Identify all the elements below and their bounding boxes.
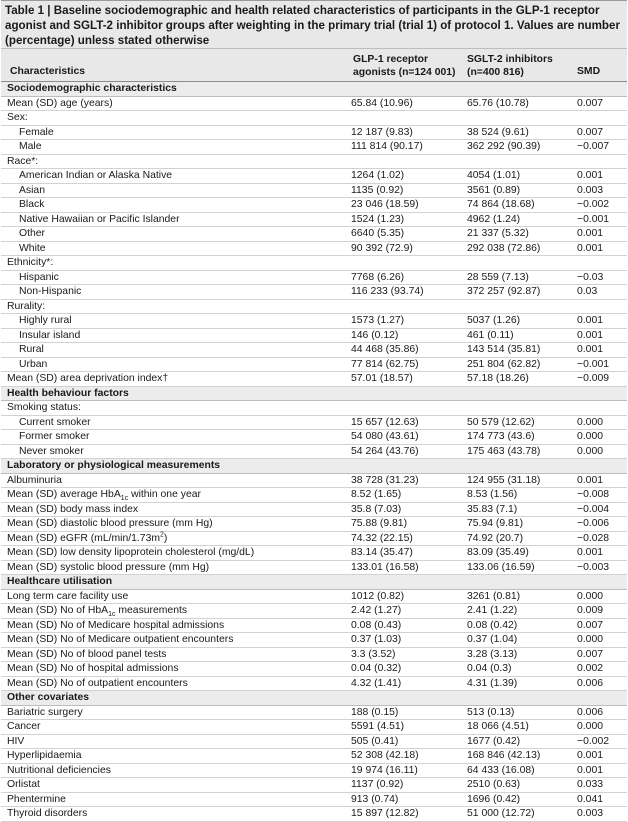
glp1-value: 12 187 (9.83)	[351, 126, 413, 138]
row-label-text: Long term care facility use	[7, 590, 129, 602]
row-label-text: Ethnicity*:	[7, 257, 54, 268]
table-row	[1, 720, 627, 735]
row-label-text: Mean (SD) average HbA	[7, 489, 121, 500]
row-label	[19, 314, 72, 328]
table-row	[1, 242, 627, 257]
glp1-value: 15 897 (12.82)	[351, 808, 419, 819]
sglt2-value: 83.09 (35.49)	[467, 547, 529, 558]
row-label-text: Cancer	[7, 721, 41, 732]
row-label	[7, 648, 166, 662]
sglt2-value: 18 066 (4.51)	[467, 721, 529, 732]
section-header-row	[1, 82, 627, 97]
table-row	[1, 401, 627, 416]
row-label-text: Non-Hispanic	[19, 286, 82, 297]
smd-value: −0.028	[577, 532, 610, 544]
glp1-value: 38 728 (31.23)	[351, 474, 419, 486]
table-row	[1, 474, 627, 489]
sglt2-value: 124 955 (31.18)	[467, 474, 541, 486]
smd-value: −0.004	[577, 503, 610, 515]
smd-value: −0.001	[577, 358, 610, 370]
row-label-text: Former smoker	[19, 431, 90, 442]
row-label-text: Mean (SD) diastolic blood pressure (mm Hg)	[7, 518, 213, 529]
row-label	[19, 169, 172, 183]
row-label-text: Albuminuria	[7, 474, 62, 486]
table-row	[1, 793, 627, 808]
row-label	[7, 300, 45, 314]
table-row	[1, 807, 627, 822]
smd-value: 0.009	[577, 605, 604, 616]
sglt2-value: 65.76 (10.78)	[467, 97, 529, 109]
smd-value: 0.001	[577, 242, 604, 254]
section-header-row	[1, 575, 627, 590]
smd-value: 0.003	[577, 184, 604, 196]
table-row	[1, 619, 627, 634]
row-label-text: Mean (SD) low density lipoprotein cholesterol (mg/dL)	[7, 547, 255, 558]
header-smd: SMD	[577, 66, 601, 77]
sglt2-value: 143 514 (35.81)	[467, 344, 541, 355]
sglt2-value: 50 579 (12.62)	[467, 416, 535, 428]
row-label-text: Sex:	[7, 112, 28, 123]
table-row	[1, 155, 627, 170]
row-label-suffix: within one year	[128, 489, 201, 500]
row-label	[7, 97, 113, 111]
row-label-text: Highly rural	[19, 315, 72, 326]
sglt2-value: 8.53 (1.56)	[467, 489, 518, 500]
glp1-value: 6640 (5.35)	[351, 228, 405, 239]
smd-value: 0.006	[577, 706, 604, 718]
sglt2-value: 2.41 (1.22)	[467, 605, 518, 616]
glp1-value: 0.37 (1.03)	[351, 634, 402, 645]
smd-value: −0.006	[577, 518, 610, 529]
table-row	[1, 561, 627, 576]
glp1-value: 1524 (1.23)	[351, 213, 405, 225]
row-label-text: Female	[19, 126, 54, 138]
smd-value: 0.001	[577, 547, 604, 558]
row-label	[19, 184, 45, 198]
row-label-text: Black	[19, 199, 45, 210]
sglt2-value: 3.28 (3.13)	[467, 648, 518, 660]
table-row	[1, 358, 627, 373]
row-label	[7, 706, 83, 720]
row-label-text: Mean (SD) systolic blood pressure (mm Hg)	[7, 561, 210, 573]
sglt2-value: 5037 (1.26)	[467, 315, 521, 326]
row-label-text: Health behaviour factors	[7, 387, 129, 399]
smd-value: 0.001	[577, 329, 604, 341]
sglt2-value: 461 (0.11)	[467, 329, 514, 341]
glp1-value: 77 814 (62.75)	[351, 358, 419, 370]
section-label	[7, 575, 112, 589]
glp1-value: 146 (0.12)	[351, 329, 399, 341]
glp1-value: 23 046 (18.59)	[351, 199, 419, 210]
row-label	[19, 285, 81, 299]
row-label	[7, 561, 209, 575]
glp1-value: 54 264 (43.76)	[351, 445, 419, 457]
table-row	[1, 97, 627, 112]
sglt2-value: 64 433 (16.08)	[467, 764, 535, 776]
table-row	[1, 677, 627, 692]
row-label	[7, 720, 41, 734]
row-label-suffix: )	[163, 532, 168, 544]
row-label-text: Male	[19, 141, 42, 152]
glp1-value: 1573 (1.27)	[351, 315, 405, 326]
smd-value: 0.003	[577, 808, 604, 819]
row-label	[7, 677, 188, 691]
smd-value: 0.000	[577, 634, 604, 645]
row-label-text: Mean (SD) No of HbA	[7, 605, 109, 616]
row-label-text: Urban	[19, 358, 48, 370]
section-header-row	[1, 459, 627, 474]
table-row	[1, 735, 627, 750]
sglt2-value: 21 337 (5.32)	[467, 228, 529, 239]
smd-value: 0.002	[577, 663, 604, 674]
smd-value: 0.007	[577, 619, 604, 631]
glp1-value: 116 233 (93.74)	[351, 286, 424, 297]
section-label	[7, 691, 89, 705]
row-label	[19, 227, 45, 241]
glp1-value: 1264 (1.02)	[351, 170, 405, 181]
row-label-text: Mean (SD) body mass index	[7, 503, 139, 515]
glp1-value: 75.88 (9.81)	[351, 518, 408, 529]
row-label	[19, 416, 91, 430]
glp1-value: 74.32 (22.15)	[351, 532, 413, 544]
row-label	[19, 358, 47, 372]
glp1-value: 52 308 (42.18)	[351, 750, 419, 761]
table-row	[1, 604, 627, 619]
table-row	[1, 256, 627, 271]
row-label	[7, 749, 82, 763]
glp1-value: 15 657 (12.63)	[351, 416, 419, 428]
row-label	[7, 590, 128, 604]
row-label-text: Other covariates	[7, 692, 90, 703]
row-label	[7, 111, 28, 125]
header-characteristics: Characteristics	[10, 66, 86, 77]
glp1-value: 0.08 (0.43)	[351, 619, 402, 631]
smd-value: −0.002	[577, 199, 610, 210]
row-label-text: Orlistat	[7, 779, 40, 790]
table-row	[1, 213, 627, 228]
table-row	[1, 372, 627, 387]
sglt2-value: 251 804 (62.82)	[467, 358, 541, 370]
smd-value: 0.001	[577, 315, 604, 326]
sglt2-value: 38 524 (9.61)	[467, 126, 529, 138]
sglt2-value: 75.94 (9.81)	[467, 518, 524, 529]
glp1-value: 0.04 (0.32)	[351, 663, 402, 674]
smd-value: 0.001	[577, 344, 604, 355]
smd-value: −0.008	[577, 489, 610, 500]
sglt2-value: 0.04 (0.3)	[467, 663, 512, 674]
table-row	[1, 662, 627, 677]
sglt2-value: 4054 (1.01)	[467, 170, 521, 181]
smd-value: 0.000	[577, 721, 604, 732]
row-label	[7, 764, 111, 778]
glp1-value: 54 080 (43.61)	[351, 431, 419, 442]
row-label	[19, 329, 80, 343]
table-row	[1, 227, 627, 242]
smd-value: 0.033	[577, 779, 604, 790]
glp1-value: 7768 (6.26)	[351, 271, 405, 283]
smd-value: 0.007	[577, 648, 604, 660]
glp1-value: 8.52 (1.65)	[351, 489, 402, 500]
smd-value: 0.000	[577, 445, 604, 457]
smd-value: −0.002	[577, 735, 610, 747]
table-row	[1, 648, 627, 663]
smd-value: 0.03	[577, 286, 598, 297]
row-label	[7, 488, 201, 502]
smd-value: 0.001	[577, 170, 604, 181]
glp1-value: 1012 (0.82)	[351, 590, 405, 602]
table-row	[1, 633, 627, 648]
table-row	[1, 169, 627, 184]
sglt2-value: 2510 (0.63)	[467, 779, 521, 790]
row-label	[7, 503, 138, 517]
sglt2-value: 362 292 (90.39)	[467, 141, 541, 152]
table-row	[1, 445, 627, 460]
row-label-superscript: 2	[160, 531, 164, 539]
smd-value: −0.003	[577, 561, 610, 573]
row-label	[19, 430, 89, 444]
row-label-text: Mean (SD) No of hospital admissions	[7, 663, 179, 674]
table-row	[1, 198, 627, 213]
table-header	[1, 48, 627, 82]
row-label	[7, 517, 213, 531]
sglt2-value: 35.83 (7.1)	[467, 503, 518, 515]
glp1-value: 1137 (0.92)	[351, 779, 404, 790]
row-label	[19, 213, 180, 227]
smd-value: 0.001	[577, 764, 604, 776]
section-header-row	[1, 691, 627, 706]
row-label	[7, 401, 81, 415]
row-label-text: Rurality:	[7, 300, 46, 312]
row-label	[7, 619, 224, 633]
smd-value: −0.03	[577, 271, 604, 283]
row-label-text: Never smoker	[19, 445, 84, 457]
glp1-value: 4.32 (1.41)	[351, 677, 402, 689]
row-label	[19, 126, 54, 140]
row-label-text: Mean (SD) age (years)	[7, 97, 113, 109]
table-row	[1, 329, 627, 344]
smd-value: −0.007	[577, 141, 610, 152]
row-label-text: Nutritional deficiencies	[7, 764, 111, 776]
section-header-row	[1, 387, 627, 402]
sglt2-value: 0.08 (0.42)	[467, 619, 518, 631]
sglt2-value: 513 (0.13)	[467, 706, 515, 718]
table-row	[1, 314, 627, 329]
table-row	[1, 343, 627, 358]
row-label-suffix: measurements	[115, 605, 188, 616]
table-row	[1, 271, 627, 286]
glp1-value: 83.14 (35.47)	[351, 547, 413, 558]
sglt2-value: 175 463 (43.78)	[467, 445, 541, 457]
sglt2-value: 3261 (0.81)	[467, 590, 521, 602]
smd-value: −0.001	[577, 213, 610, 225]
section-label	[7, 82, 177, 96]
table-row	[1, 546, 627, 561]
row-label-text: Smoking status:	[7, 402, 81, 413]
row-label-text: American Indian or Alaska Native	[19, 170, 173, 181]
table-row	[1, 285, 627, 300]
row-label	[19, 343, 44, 357]
table-caption: Table 1 | Baseline sociodemographic and health related characteristics of participants in the GLP-1 receptor agonist and SGLT-2 inhibitor groups after weighting in the primary trial (trial 1) of protocol 1. Values are number (percentage) unless stated otherwise	[1, 0, 627, 48]
sglt2-value: 4962 (1.24)	[467, 213, 521, 225]
row-label-text: Race*:	[7, 155, 39, 167]
row-label	[7, 546, 254, 560]
sglt2-value: 168 846 (42.13)	[467, 750, 541, 761]
sglt2-value: 28 559 (7.13)	[467, 271, 529, 283]
row-label-text: Mean (SD) No of blood panel tests	[7, 648, 167, 660]
row-label	[7, 474, 62, 488]
row-label-text: Mean (SD) area deprivation index†	[7, 373, 169, 384]
smd-value: 0.001	[577, 750, 604, 761]
row-label	[19, 140, 42, 154]
row-label-text: Native Hawaiian or Pacific Islander	[19, 213, 180, 225]
row-label	[7, 778, 40, 792]
sglt2-value: 174 773 (43.6)	[467, 431, 535, 442]
smd-value: 0.007	[577, 97, 604, 109]
table-row	[1, 517, 627, 532]
smd-value: 0.001	[577, 474, 604, 486]
sglt2-value: 372 257 (92.87)	[467, 286, 541, 297]
sglt2-value: 4.31 (1.39)	[467, 677, 518, 689]
glp1-value: 19 974 (16.11)	[351, 764, 418, 776]
header-sglt2: SGLT-2 inhibitors (n=400 816)	[467, 54, 553, 78]
row-label-text: Current smoker	[19, 416, 91, 428]
row-label	[7, 735, 24, 749]
row-label	[7, 633, 233, 647]
sglt2-value: 57.18 (18.26)	[467, 373, 529, 384]
smd-value: 0.006	[577, 677, 604, 689]
row-label-text: Mean (SD) No of Medicare outpatient encounters	[7, 634, 234, 645]
table-container	[1, 0, 627, 822]
glp1-value: 1135 (0.92)	[351, 184, 404, 196]
row-label	[19, 242, 46, 256]
glp1-value: 913 (0.74)	[351, 793, 399, 805]
row-label-subscript: 1c	[108, 611, 116, 619]
table-row	[1, 503, 627, 518]
row-label-text: Insular island	[19, 329, 81, 341]
glp1-value: 133.01 (16.58)	[351, 561, 419, 573]
row-label	[19, 198, 44, 212]
glp1-value: 188 (0.15)	[351, 706, 399, 718]
sglt2-value: 51 000 (12.72)	[467, 808, 535, 819]
sglt2-value: 133.06 (16.59)	[467, 561, 535, 573]
row-label-text: Thyroid disorders	[7, 808, 88, 819]
row-label-text: Mean (SD) eGFR (mL/min/1.73m	[7, 532, 161, 544]
sglt2-value: 3561 (0.89)	[467, 184, 521, 196]
row-label-text: Laboratory or physiological measurements	[7, 460, 221, 471]
table-row	[1, 430, 627, 445]
smd-value: 0.041	[577, 793, 604, 805]
glp1-value: 3.3 (3.52)	[351, 648, 396, 660]
row-label	[7, 155, 38, 169]
table-row	[1, 590, 627, 605]
table-body	[1, 82, 627, 822]
table-row	[1, 111, 627, 126]
row-label-text: Hyperlipidaemia	[7, 750, 82, 761]
row-label-text: Hispanic	[19, 271, 59, 283]
row-label	[7, 372, 168, 386]
row-label	[7, 604, 187, 618]
glp1-value: 57.01 (18.57)	[351, 373, 413, 384]
row-label	[7, 532, 167, 546]
smd-value: 0.000	[577, 416, 604, 428]
glp1-value: 90 392 (72.9)	[351, 242, 413, 254]
section-label	[7, 387, 129, 401]
glp1-value: 35.8 (7.03)	[351, 503, 402, 515]
row-label-text: Mean (SD) No of outpatient encounters	[7, 677, 188, 689]
smd-value: 0.007	[577, 126, 604, 138]
row-label-text: Bariatric surgery	[7, 706, 83, 718]
table-row	[1, 488, 627, 503]
sglt2-value: 74.92 (20.7)	[467, 532, 524, 544]
row-label-text: Phentermine	[7, 793, 66, 805]
row-label	[7, 662, 179, 676]
row-label-text: Rural	[19, 344, 44, 355]
row-label	[7, 256, 53, 270]
table-row	[1, 749, 627, 764]
table-row	[1, 532, 627, 547]
section-label	[7, 459, 220, 473]
sglt2-value: 292 038 (72.86)	[467, 242, 541, 254]
glp1-value: 2.42 (1.27)	[351, 605, 402, 616]
sglt2-value: 74 864 (18.68)	[467, 199, 535, 210]
table-row	[1, 300, 627, 315]
smd-value: 0.001	[577, 228, 604, 239]
table-row	[1, 764, 627, 779]
glp1-value: 65.84 (10.96)	[351, 97, 413, 109]
glp1-value: 44 468 (35.86)	[351, 344, 419, 355]
smd-value: 0.000	[577, 431, 604, 442]
table-row	[1, 184, 627, 199]
smd-value: −0.009	[577, 373, 610, 384]
glp1-value: 505 (0.41)	[351, 735, 399, 747]
glp1-value: 111 814 (90.17)	[351, 141, 423, 152]
row-label-text: Other	[19, 228, 45, 239]
row-label-text: Asian	[19, 184, 45, 196]
row-label	[7, 793, 66, 807]
sglt2-value: 1677 (0.42)	[467, 735, 521, 747]
sglt2-value: 1696 (0.42)	[467, 793, 521, 805]
table-row	[1, 706, 627, 721]
row-label-text: White	[19, 242, 46, 254]
row-label-text: Mean (SD) No of Medicare hospital admissions	[7, 619, 225, 631]
table-row	[1, 778, 627, 793]
row-label-text: Healthcare utilisation	[7, 576, 113, 587]
header-glp1: GLP-1 receptor agonists (n=124 001)	[353, 54, 456, 78]
row-label	[19, 445, 84, 459]
table-row	[1, 140, 627, 155]
glp1-value: 5591 (4.51)	[351, 721, 405, 732]
table-row	[1, 416, 627, 431]
row-label	[19, 271, 59, 285]
row-label-text: Sociodemographic characteristics	[7, 83, 177, 94]
row-label-subscript: 1c	[120, 495, 129, 503]
row-label-text: HIV	[7, 735, 25, 747]
sglt2-value: 0.37 (1.04)	[467, 634, 518, 645]
smd-value: 0.000	[577, 590, 604, 602]
table-row	[1, 126, 627, 141]
